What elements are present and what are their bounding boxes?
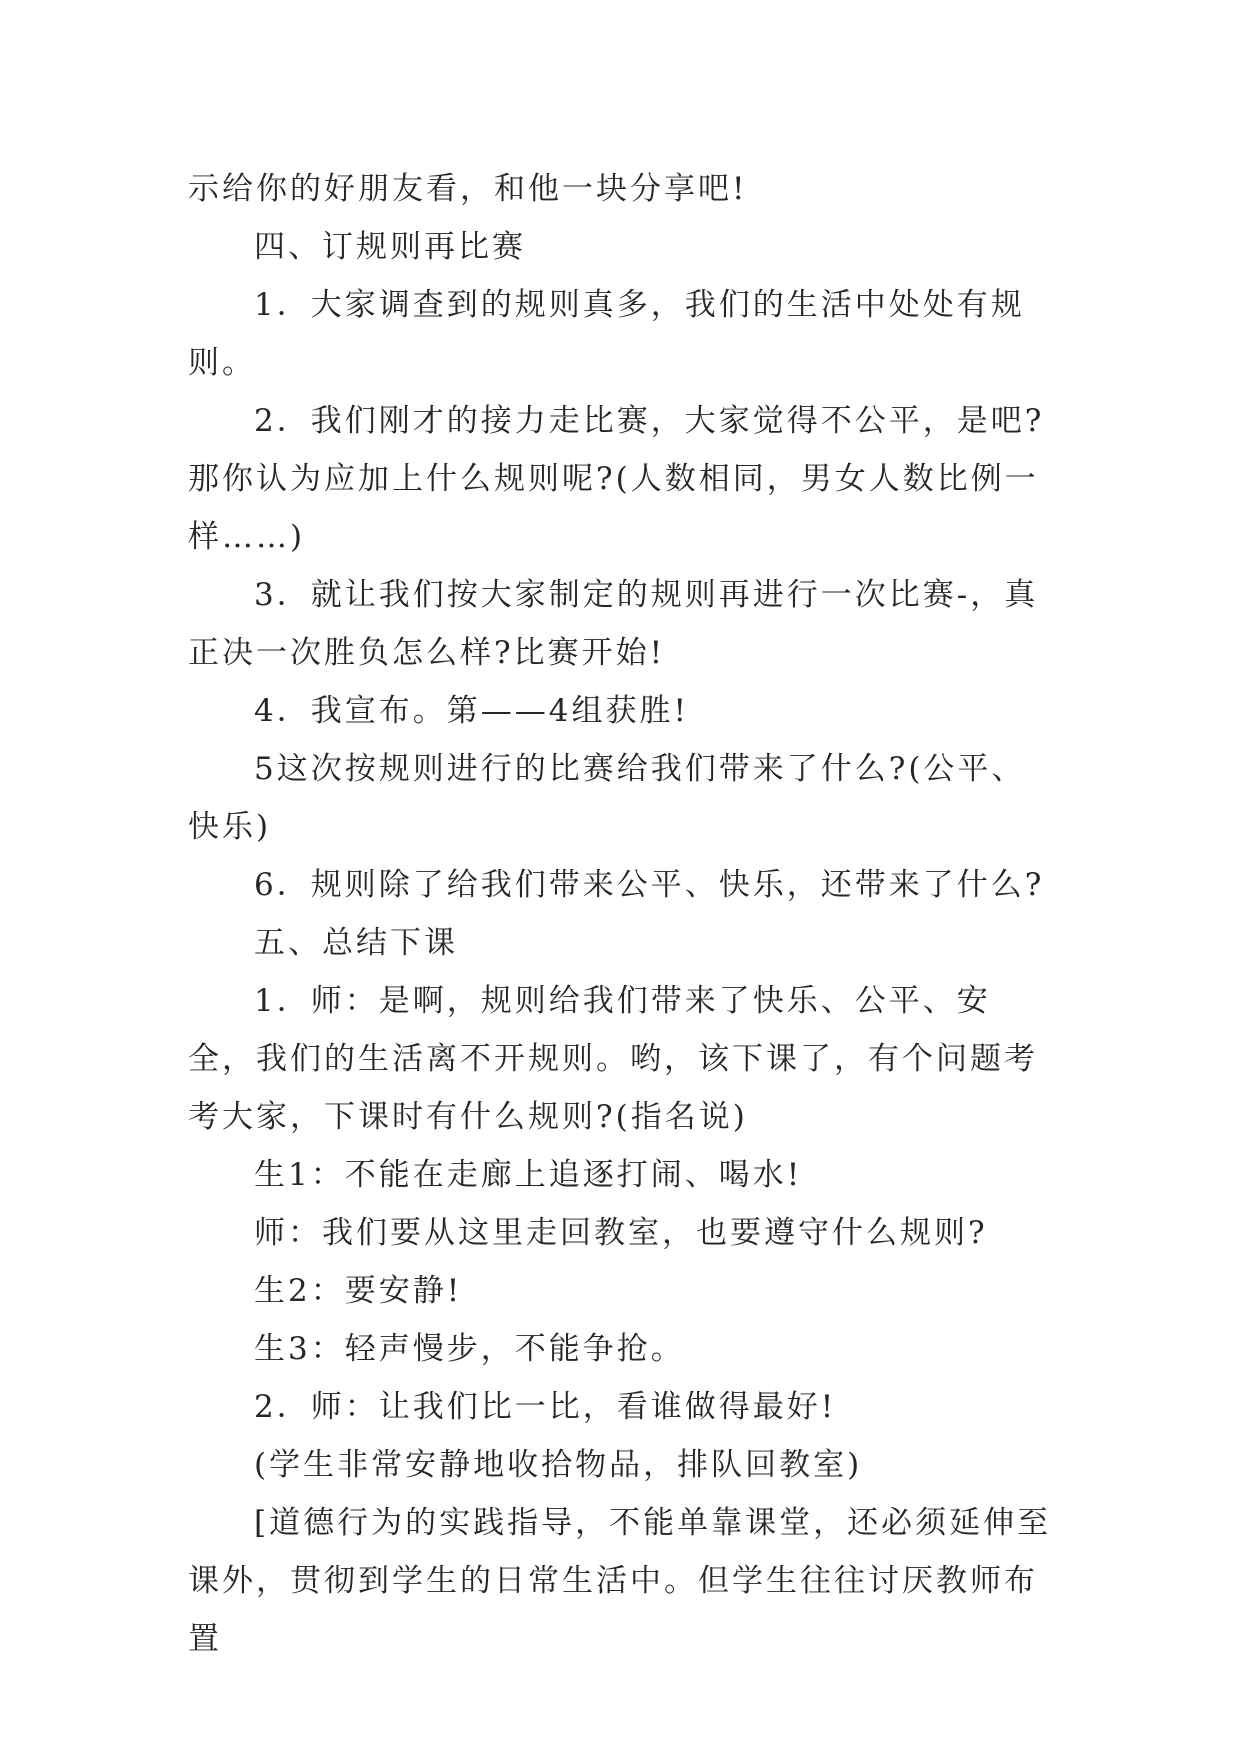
paragraph-student-1: 生1：不能在走廊上追逐打闹、喝水!	[254, 1157, 803, 1193]
paragraph-stage-direction: (学生非常安静地收拾物品，排队回教室)	[254, 1447, 863, 1483]
paragraph-student-2: 生2：要安静!	[254, 1273, 463, 1309]
paragraph-item-1: 1．大家调查到的规则真多，我们的生活中处处有规则。	[188, 287, 1025, 381]
paragraph-item-3: 3．就让我们按大家制定的规则再进行一次比赛-，真正决一次胜负怎么样?比赛开始!	[188, 577, 1039, 671]
paragraph-item-4: 4．我宣布。第——4组获胜!	[254, 693, 689, 729]
paragraph-commentary: [道德行为的实践指导，不能单靠课堂，还必须延伸至课外，贯彻到学生的日常生活中。但学生往往讨厌教师布置	[188, 1505, 1052, 1657]
paragraph-item-2: 2．我们刚才的接力走比赛，大家觉得不公平，是吧?那你认为应加上什么规则呢?(人数相同，男女人数比例一样……)	[188, 403, 1045, 555]
section-heading-4: 四、订规则再比赛	[254, 229, 526, 265]
document-body	[188, 160, 1058, 1668]
section-heading-5: 五、总结下课	[254, 925, 458, 961]
paragraph-item-6: 6．规则除了给我们带来公平、快乐，还带来了什么?	[254, 867, 1045, 903]
paragraph-teacher-1: 1．师：是啊，规则给我们带来了快乐、公平、安全，我们的生活离不开规则。哟，该下课了，有个问题考考大家，下课时有什么规则?(指名说)	[188, 983, 1038, 1135]
paragraph-student-3: 生3：轻声慢步，不能争抢。	[254, 1331, 685, 1367]
paragraph-item-5: 5这次按规则进行的比赛给我们带来了什么?(公平、快乐)	[188, 751, 1026, 845]
paragraph-teacher-2: 师：我们要从这里走回教室，也要遵守什么规则?	[254, 1215, 988, 1251]
paragraph-continuation: 示给你的好朋友看，和他一块分享吧!	[188, 171, 748, 207]
paragraph-teacher-3: 2．师：让我们比一比，看谁做得最好!	[254, 1389, 837, 1425]
